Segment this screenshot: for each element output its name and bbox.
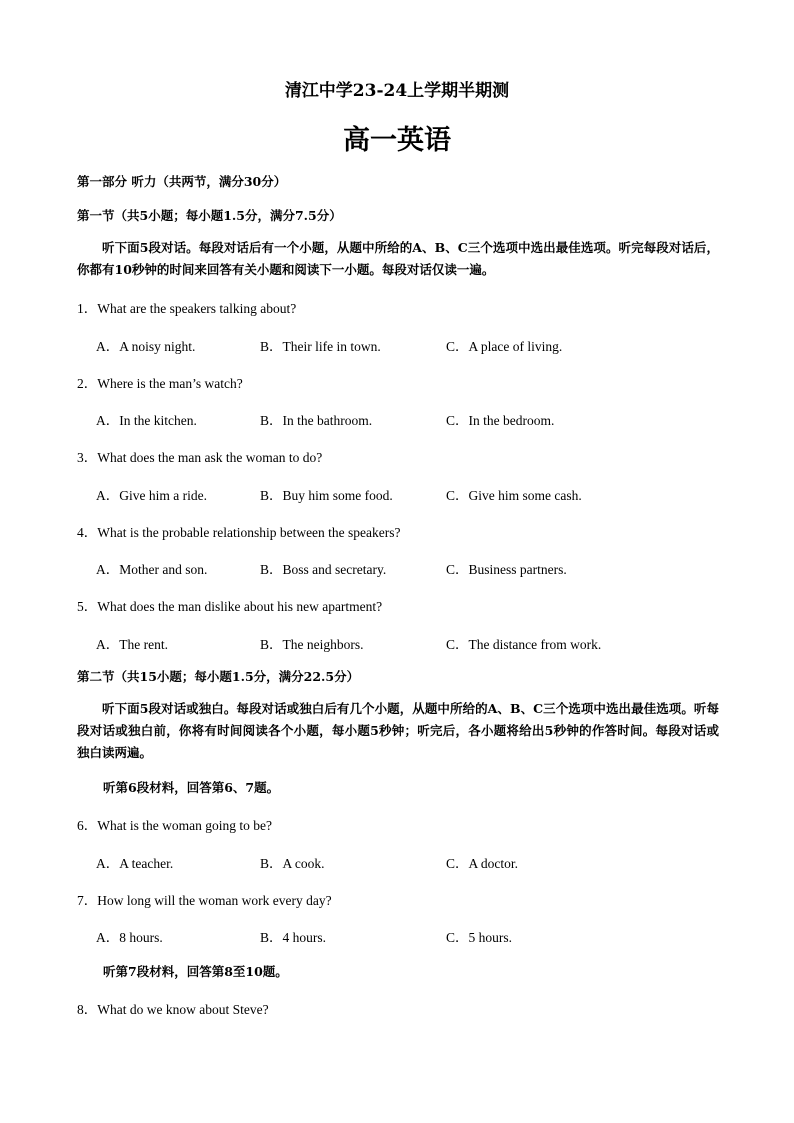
question-5: 5．What does the man dislike about his new apartment?	[77, 599, 383, 614]
question-3: 3．What does the man ask the woman to do?	[77, 450, 323, 465]
question-1: 1．What are the speakers talking about?	[77, 301, 297, 316]
section-one-heading: 第一节（共5小题；每小题1.5分，满分7.5分）	[77, 208, 342, 223]
question-3-option-b: B．Buy him some food.	[260, 488, 393, 503]
question-6-option-b: B．A cook.	[260, 856, 325, 871]
material-7-instruction: 听第7段材料，回答第8至10题。	[103, 964, 288, 979]
question-6: 6．What is the woman going to be?	[77, 818, 272, 833]
part-one-heading: 第一部分 听力（共两节，满分30分）	[77, 174, 287, 189]
question-4-option-b: B．Boss and secretary.	[260, 562, 387, 577]
question-2: 2．Where is the man’s watch?	[77, 376, 243, 391]
material-6-instruction: 听第6段材料，回答第6、7题。	[103, 780, 280, 795]
question-7: 7．How long will the woman work every day?	[77, 893, 332, 908]
question-6-option-c: C．A doctor.	[446, 856, 519, 871]
question-1-option-a: A．A noisy night.	[96, 339, 196, 354]
question-8: 8．What do we know about Steve?	[77, 1002, 269, 1017]
question-5-option-c: C．The distance from work.	[446, 637, 602, 652]
question-1-option-c: C．A place of living.	[446, 339, 563, 354]
question-5-option-b: B．The neighbors.	[260, 637, 364, 652]
subject-title: 高一英语	[343, 125, 451, 156]
question-7-option-b: B．4 hours.	[260, 930, 327, 945]
section-two-instructions: 听下面5段对话或独白。每段对话或独白后有几个小题，从题中所给的A、B、C三个选项中选出最佳选项。听每段对话或独白前，你将有时间阅读各个小题，每小题5秒钟；听完后，各小题将给出5秒钟的作答时间。每段对话或独白读两遍。	[77, 701, 719, 760]
question-6-option-a: A．A teacher.	[96, 856, 174, 871]
question-4: 4．What is the probable relationship between the speakers?	[77, 525, 401, 540]
question-7-option-a: A．8 hours.	[96, 930, 163, 945]
section-two-heading: 第二节（共15小题；每小题1.5分，满分22.5分）	[77, 669, 360, 684]
question-5-option-a: A．The rent.	[96, 637, 168, 652]
question-3-option-a: A．Give him a ride.	[96, 488, 207, 503]
question-2-option-b: B．In the bathroom.	[260, 413, 373, 428]
question-1-option-b: B．Their life in town.	[260, 339, 381, 354]
section-one-instructions: 听下面5段对话。每段对话后有一个小题，从题中所给的A、B、C三个选项中选出最佳选项。听完每段对话后，你都有10秒钟的时间来回答有关小题和阅读下一小题。每段对话仅读一遍。	[77, 240, 719, 277]
question-4-option-a: A．Mother and son.	[96, 562, 208, 577]
question-3-option-c: C．Give him some cash.	[446, 488, 582, 503]
question-7-option-c: C．5 hours.	[446, 930, 513, 945]
exam-title: 清江中学23-24上学期半期测	[284, 81, 510, 101]
question-2-option-c: C．In the bedroom.	[446, 413, 555, 428]
question-2-option-a: A．In the kitchen.	[96, 413, 197, 428]
question-4-option-c: C．Business partners.	[446, 562, 567, 577]
